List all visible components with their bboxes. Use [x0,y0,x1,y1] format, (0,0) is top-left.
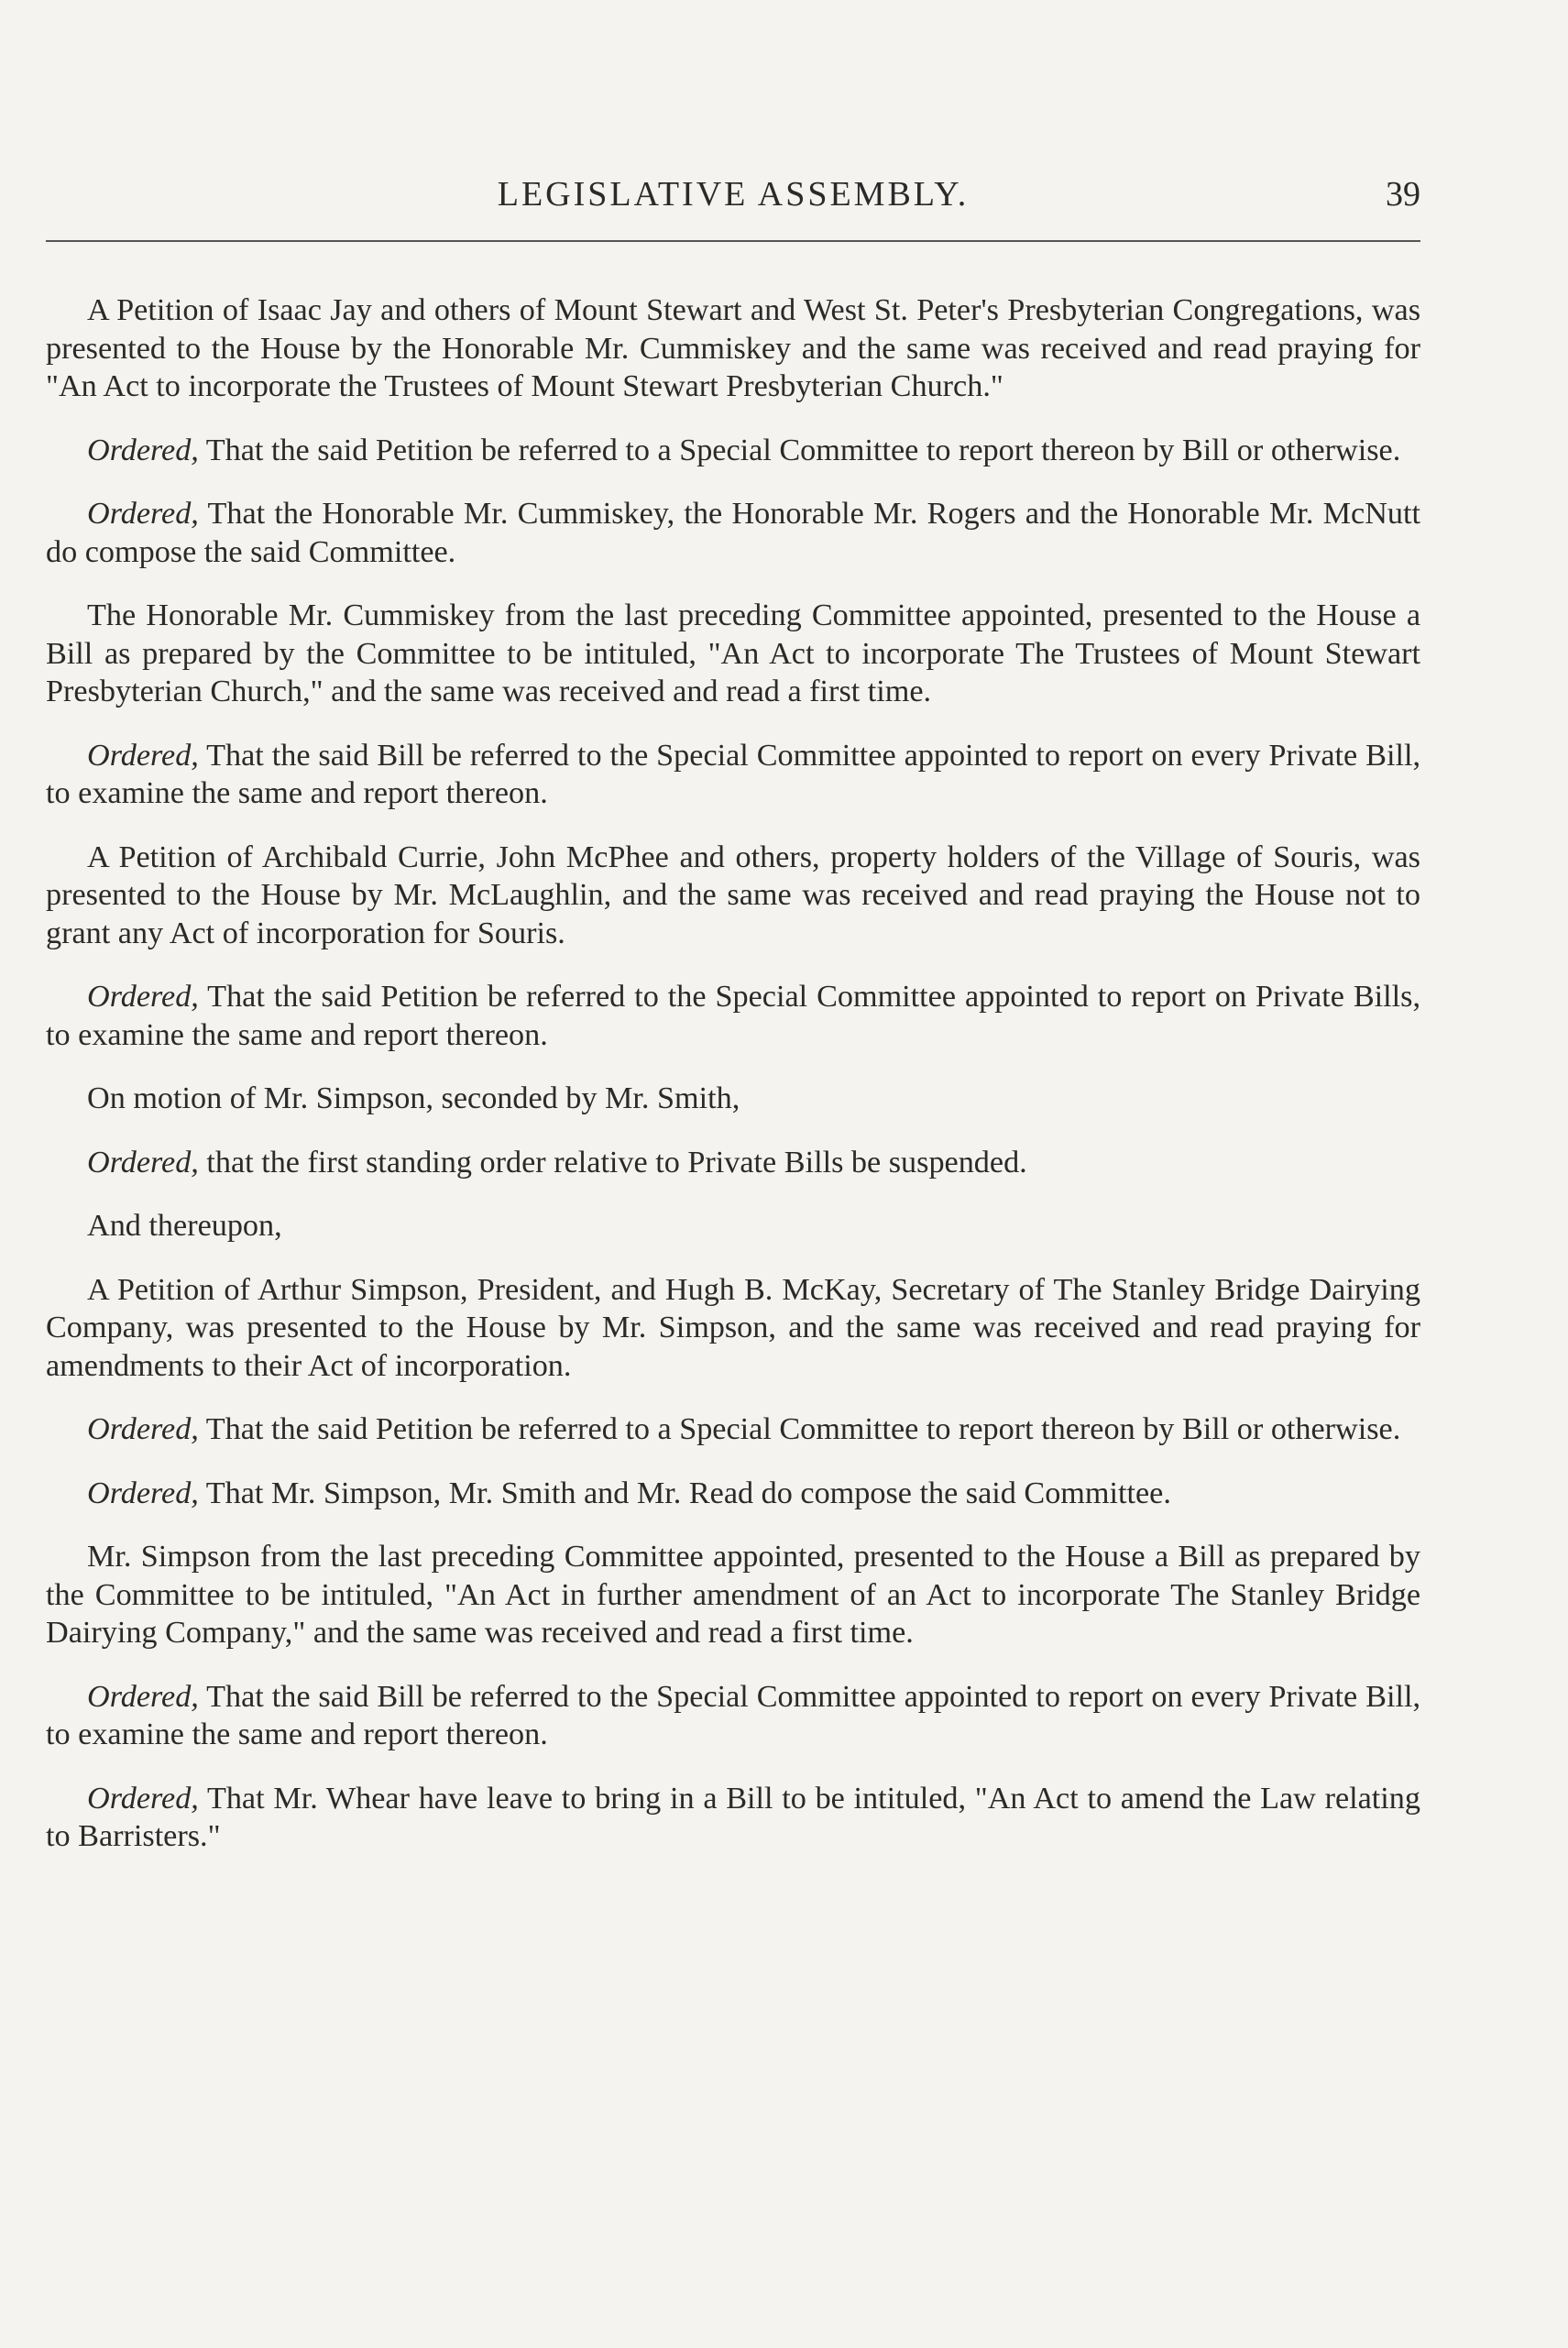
ordered-label: Ordered, [87,738,199,773]
paragraph [46,1780,1420,1856]
paragraph [46,1271,1420,1386]
paragraph-text: That the said Petition be referred to the Special Committee appointed to report on Private Bills, to examine the same and report thereon. [46,980,1420,1052]
paragraph-text: Mr. Simpson from the last preceding Committee appointed, presented to the House a Bill as prepared by the Committee to be intituled, "An Act in further amendment of an Act to incorporate The Stanley Bridge Dairying Company," and the same was received and read a first time. [46,1540,1420,1650]
paragraph [46,1144,1420,1182]
page-number: 39 [1386,175,1420,214]
paragraph-text: A Petition of Isaac Jay and others of Mount Stewart and West St. Peter's Presbyterian Congregations, was presented to the House by the Honorable Mr. Cummiskey and the same was received and read praying for "An Act to incorporate the Trustees of Mount Stewart Presbyterian Church." [46,293,1420,403]
paragraph-text: The Honorable Mr. Cummiskey from the last preceding Committee appointed, presented to the House a Bill as prepared by the Committee to be intituled, "An Act to incorporate The Trustees of Mount Stewart Presbyterian Church," and the same was received and read a first time. [46,598,1420,708]
paragraph [46,432,1420,470]
paragraph [46,495,1420,571]
body-text [46,291,1420,1882]
header-rule [46,240,1420,242]
page-header [46,174,1420,225]
ordered-label: Ordered, [87,497,199,531]
ordered-label: Ordered, [87,1412,199,1446]
ordered-label: Ordered, [87,1679,199,1714]
running-title: LEGISLATIVE ASSEMBLY. [497,175,970,214]
paragraph-text: And thereupon, [87,1209,282,1243]
paragraph-text: That Mr. Simpson, Mr. Smith and Mr. Read do compose the said Committee. [198,1476,1171,1510]
paragraph [46,1475,1420,1513]
ordered-label: Ordered, [87,1476,199,1510]
paragraph-text: That the said Petition be referred to a Special Committee to report thereon by Bill or otherwise. [198,1412,1401,1446]
paragraph-text: That the Honorable Mr. Cummiskey, the Honorable Mr. Rogers and the Honorable Mr. McNutt do compose the said Committee. [46,497,1420,569]
paragraph-text: A Petition of Arthur Simpson, President, and Hugh B. McKay, Secretary of The Stanley Bridge Dairying Company, was presented to the House by Mr. Simpson, and the same was received and read praying for amendments to their Act of incorporation. [46,1272,1420,1383]
ordered-label: Ordered, [87,433,199,467]
paragraph [46,978,1420,1054]
paragraph-text: That the said Bill be referred to the Special Committee appointed to report on every Private Bill, to examine the same and report thereon. [46,1679,1420,1751]
paragraph [46,1410,1420,1449]
paragraph-text: that the first standing order relative to Private Bills be suspended. [198,1145,1027,1179]
paragraph [46,1080,1420,1118]
ordered-label: Ordered, [87,1781,199,1816]
paragraph [46,1538,1420,1652]
paragraph [46,1678,1420,1754]
ordered-label: Ordered, [87,980,199,1014]
paragraph-text: That the said Bill be referred to the Special Committee appointed to report on every Private Bill, to examine the same and report thereon. [46,738,1420,810]
ordered-label: Ordered, [87,1145,199,1179]
paragraph [46,1207,1420,1245]
paragraph [46,291,1420,406]
paragraph-text: That Mr. Whear have leave to bring in a Bill to be intituled, "An Act to amend the Law relating to Barristers." [46,1781,1420,1853]
paragraph-text: A Petition of Archibald Currie, John McPhee and others, property holders of the Village of Souris, was presented to the House by Mr. McLaughlin, and the same was received and read praying the House not to grant any Act of incorporation for Souris. [46,839,1420,950]
paragraph-text: That the said Petition be referred to a Special Committee to report thereon by Bill or otherwise. [198,433,1401,467]
paragraph-text: On motion of Mr. Simpson, seconded by Mr. Smith, [87,1081,740,1115]
paragraph [46,839,1420,953]
paragraph [46,597,1420,711]
paragraph [46,737,1420,813]
